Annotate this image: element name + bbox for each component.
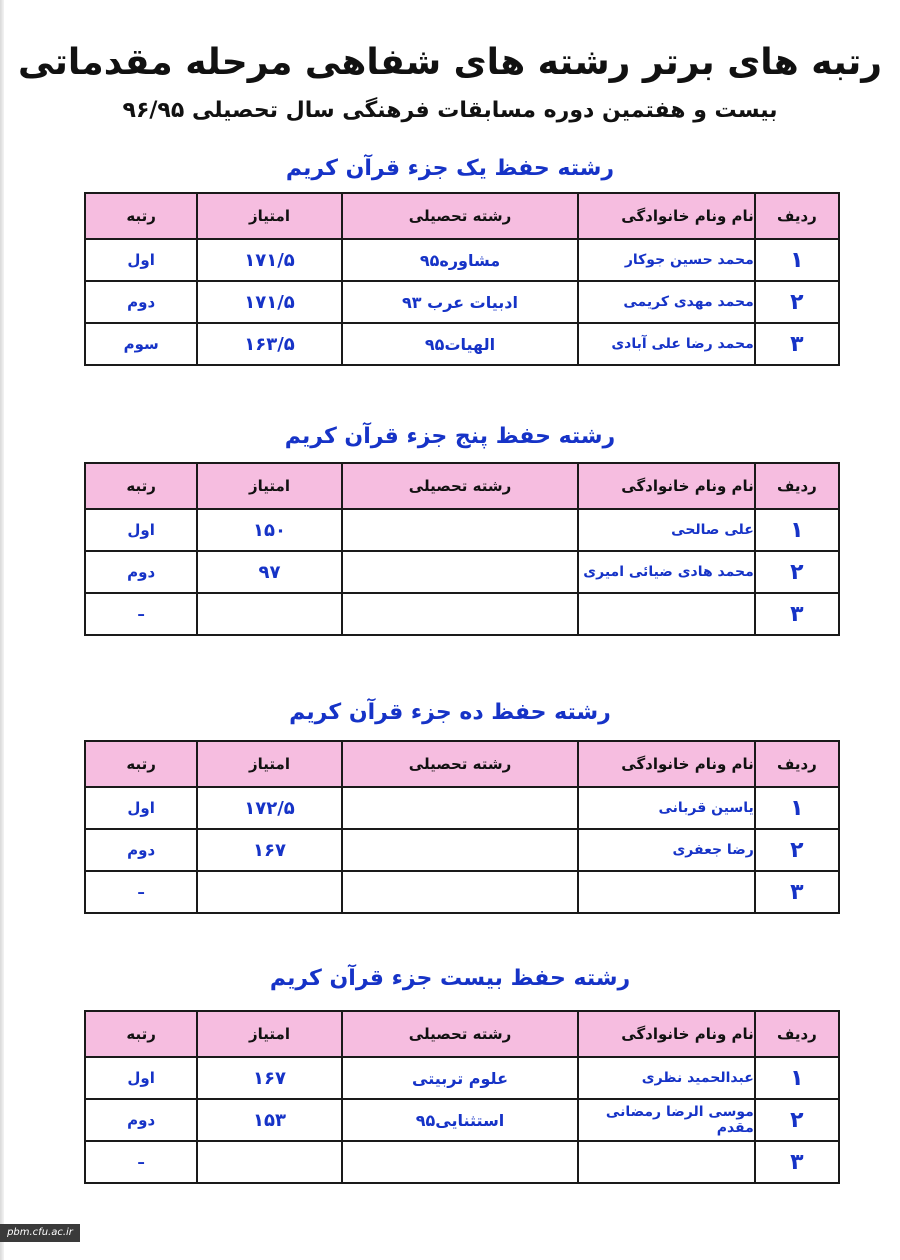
table-row bbox=[85, 281, 839, 323]
results-table-3 bbox=[84, 740, 840, 914]
cell-field bbox=[342, 509, 579, 551]
cell-name: رضا جعفری bbox=[578, 829, 754, 871]
cell-field bbox=[342, 593, 579, 635]
table-row bbox=[85, 239, 839, 281]
cell-row-number: ۱ bbox=[755, 1057, 839, 1099]
cell-field: علوم تربیتی bbox=[342, 1057, 579, 1099]
page-subtitle: بیست و هفتمین دوره مسابقات فرهنگی سال تحصیلی ۹۶/۹۵ bbox=[122, 98, 778, 123]
table-row bbox=[85, 1099, 839, 1141]
cell-field: الهیات۹۵ bbox=[342, 323, 579, 365]
cell-rank: – bbox=[85, 871, 197, 913]
cell-score bbox=[197, 1141, 341, 1183]
table-row bbox=[85, 551, 839, 593]
cell-row-number: ۲ bbox=[755, 1099, 839, 1141]
header-row-number: ردیف bbox=[755, 741, 839, 787]
table-row bbox=[85, 1057, 839, 1099]
header-row-number: ردیف bbox=[755, 193, 839, 239]
cell-row-number: ۱ bbox=[755, 239, 839, 281]
results-table-4 bbox=[84, 1010, 840, 1184]
cell-rank: اول bbox=[85, 239, 197, 281]
cell-score: ۱۵۳ bbox=[197, 1099, 341, 1141]
cell-name: محمد حسین جوکار bbox=[578, 239, 754, 281]
header-score: امتیاز bbox=[197, 1011, 341, 1057]
cell-score: ۱۶۷ bbox=[197, 1057, 341, 1099]
cell-score bbox=[197, 871, 341, 913]
header-row-number: ردیف bbox=[755, 1011, 839, 1057]
cell-field: استثنایی۹۵ bbox=[342, 1099, 579, 1141]
results-table-1 bbox=[84, 192, 840, 366]
cell-row-number: ۳ bbox=[755, 593, 839, 635]
header-rank: رتبه bbox=[85, 741, 197, 787]
cell-score: ۱۶۳/۵ bbox=[197, 323, 341, 365]
cell-row-number: ۲ bbox=[755, 829, 839, 871]
table-row bbox=[85, 323, 839, 365]
cell-name: عبدالحمید نظری bbox=[578, 1057, 754, 1099]
header-name: نام ونام خانوادگی bbox=[578, 463, 754, 509]
header-score: امتیاز bbox=[197, 463, 341, 509]
table-row bbox=[85, 871, 839, 913]
cell-rank: اول bbox=[85, 787, 197, 829]
cell-rank: – bbox=[85, 593, 197, 635]
site-watermark: pbm.cfu.ac.ir bbox=[0, 1224, 80, 1242]
cell-row-number: ۱ bbox=[755, 509, 839, 551]
cell-score: ۱۷۲/۵ bbox=[197, 787, 341, 829]
cell-rank: دوم bbox=[85, 1099, 197, 1141]
cell-rank: – bbox=[85, 1141, 197, 1183]
table-row bbox=[85, 593, 839, 635]
header-rank: رتبه bbox=[85, 463, 197, 509]
cell-name: یاسین قربانی bbox=[578, 787, 754, 829]
header-score: امتیاز bbox=[197, 741, 341, 787]
cell-name bbox=[578, 593, 754, 635]
header-row-number: ردیف bbox=[755, 463, 839, 509]
cell-row-number: ۲ bbox=[755, 551, 839, 593]
section-title-4: رشته حفظ بیست جزء قرآن کریم bbox=[269, 966, 631, 991]
cell-name bbox=[578, 871, 754, 913]
cell-score: ۱۶۷ bbox=[197, 829, 341, 871]
cell-row-number: ۳ bbox=[755, 1141, 839, 1183]
cell-name: علی صالحی bbox=[578, 509, 754, 551]
cell-name: محمد مهدی کریمی bbox=[578, 281, 754, 323]
header-name: نام ونام خانوادگی bbox=[578, 741, 754, 787]
table-header-row bbox=[85, 741, 839, 787]
header-field: رشته تحصیلی bbox=[342, 193, 579, 239]
cell-field bbox=[342, 787, 579, 829]
header-rank: رتبه bbox=[85, 1011, 197, 1057]
cell-name bbox=[578, 1141, 754, 1183]
cell-name: محمد هادی ضیائی امیری bbox=[578, 551, 754, 593]
cell-row-number: ۲ bbox=[755, 281, 839, 323]
cell-field bbox=[342, 1141, 579, 1183]
table-row bbox=[85, 509, 839, 551]
cell-rank: اول bbox=[85, 1057, 197, 1099]
cell-rank: دوم bbox=[85, 281, 197, 323]
cell-field bbox=[342, 551, 579, 593]
section-title-3: رشته حفظ ده جزء قرآن کریم bbox=[289, 700, 611, 725]
cell-rank: دوم bbox=[85, 551, 197, 593]
cell-field: ادبیات عرب ۹۳ bbox=[342, 281, 579, 323]
header-field: رشته تحصیلی bbox=[342, 741, 579, 787]
header-rank: رتبه bbox=[85, 193, 197, 239]
cell-field bbox=[342, 871, 579, 913]
table-row bbox=[85, 829, 839, 871]
left-edge-shadow bbox=[0, 0, 4, 1260]
cell-row-number: ۱ bbox=[755, 787, 839, 829]
section-title-1: رشته حفظ یک جزء قرآن کریم bbox=[285, 156, 615, 181]
cell-rank: سوم bbox=[85, 323, 197, 365]
cell-rank: دوم bbox=[85, 829, 197, 871]
page-title: رتبه های برتر رشته های شفاهی مرحله مقدماتی bbox=[17, 42, 883, 83]
cell-name: محمد رضا علی آبادی bbox=[578, 323, 754, 365]
cell-field bbox=[342, 829, 579, 871]
section-title-2: رشته حفظ پنج جزء قرآن کریم bbox=[284, 424, 616, 449]
cell-rank: اول bbox=[85, 509, 197, 551]
header-field: رشته تحصیلی bbox=[342, 463, 579, 509]
cell-score bbox=[197, 593, 341, 635]
cell-score: ۱۷۱/۵ bbox=[197, 239, 341, 281]
header-score: امتیاز bbox=[197, 193, 341, 239]
cell-name: موسی الرضا رمضانی مقدم bbox=[578, 1099, 754, 1141]
cell-score: ۱۷۱/۵ bbox=[197, 281, 341, 323]
cell-score: ۱۵۰ bbox=[197, 509, 341, 551]
cell-score: ۹۷ bbox=[197, 551, 341, 593]
cell-row-number: ۳ bbox=[755, 323, 839, 365]
cell-field: مشاوره۹۵ bbox=[342, 239, 579, 281]
table-row bbox=[85, 1141, 839, 1183]
table-header-row bbox=[85, 1011, 839, 1057]
header-name: نام ونام خانوادگی bbox=[578, 1011, 754, 1057]
header-name: نام ونام خانوادگی bbox=[578, 193, 754, 239]
table-header-row bbox=[85, 193, 839, 239]
results-table-2 bbox=[84, 462, 840, 636]
header-field: رشته تحصیلی bbox=[342, 1011, 579, 1057]
cell-row-number: ۳ bbox=[755, 871, 839, 913]
table-row bbox=[85, 787, 839, 829]
table-header-row bbox=[85, 463, 839, 509]
